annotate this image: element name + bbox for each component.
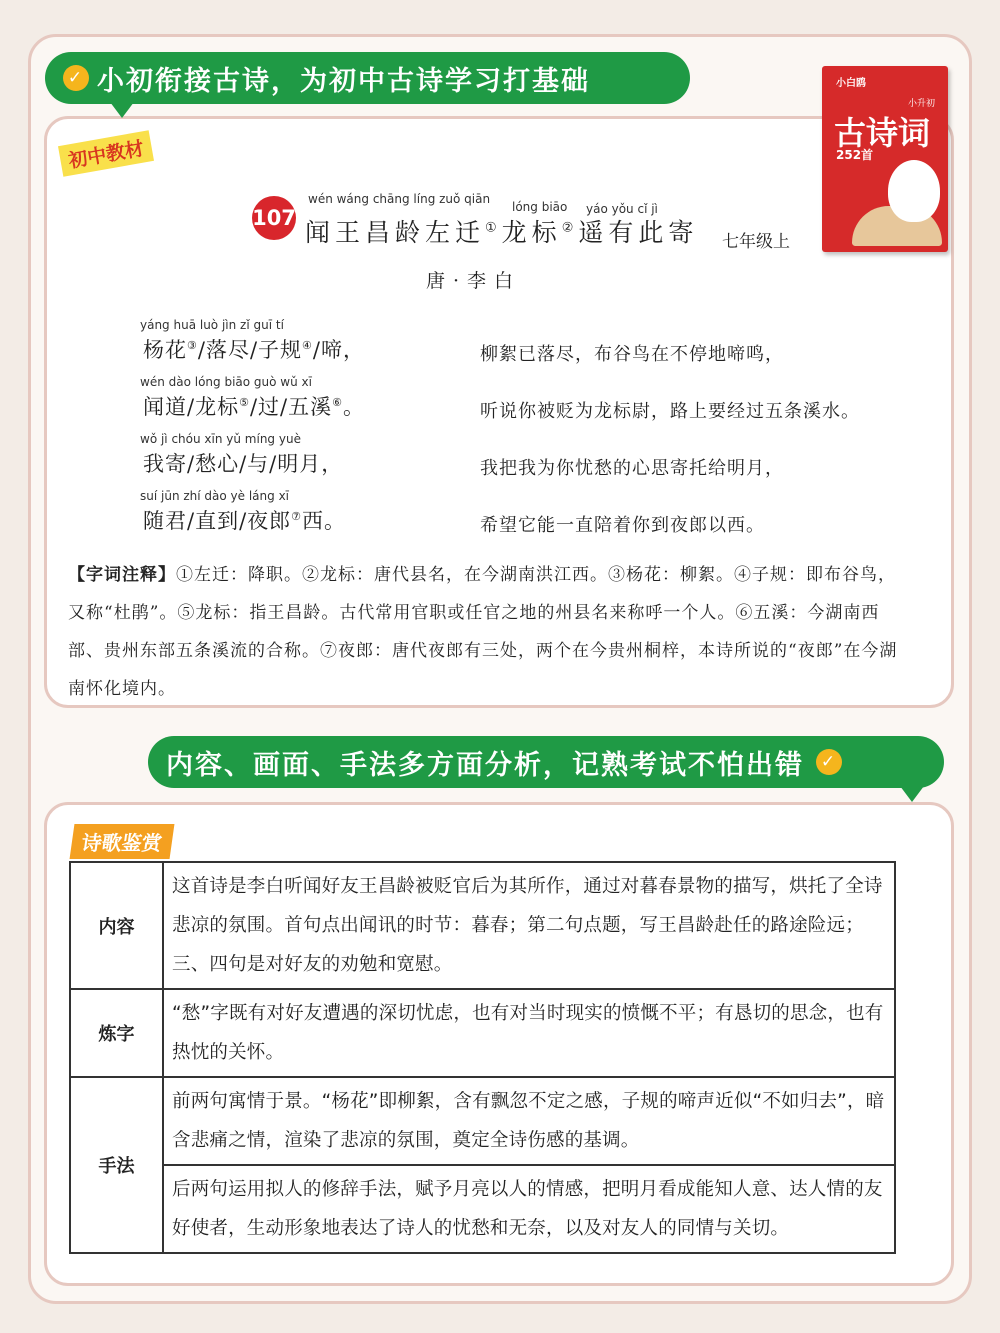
translation-line: 希望它能一直陪着你到夜郎以西。 — [480, 515, 765, 536]
top-banner-text: 小初衔接古诗，为初中古诗学习打基础 — [97, 65, 590, 97]
book-brand: 小白鸥 — [836, 78, 866, 89]
line-text: 。 — [324, 509, 347, 533]
book-count: 252首 — [836, 148, 874, 162]
table-row — [70, 862, 895, 989]
poem-line — [143, 334, 365, 364]
word-notes — [68, 556, 903, 708]
line-text: 闻道/龙标 — [143, 395, 240, 419]
note-marker: ① — [485, 220, 502, 236]
note-marker: ③ — [187, 339, 198, 352]
section-tag-textbook: 初中教材 — [58, 130, 154, 177]
line-text: 西 — [302, 509, 325, 533]
line-pinyin: suí jūn zhí dào yè láng xī — [140, 489, 290, 503]
row-text: 这首诗是李白听闻好友王昌龄被贬官后为其所作，通过对暮春景物的描写，烘托了全诗悲凉的氛围。首句点出闻讯的时节：暮春；第二句点题，写王昌龄赴任的路途险远；三、四句是对好友的劝勉和宽慰。 — [163, 862, 895, 989]
row-label: 手法 — [70, 1077, 163, 1253]
top-banner — [45, 52, 690, 104]
line-text: 。 — [342, 395, 365, 419]
note-marker: ② — [561, 220, 579, 236]
book-title: 古诗词 — [834, 114, 931, 152]
line-text: 杨花 — [143, 338, 187, 362]
line-text: /过/五溪 — [249, 395, 333, 419]
mid-banner — [148, 736, 944, 788]
table-row — [70, 1077, 895, 1165]
note-marker: ⑥ — [332, 396, 343, 409]
row-text: 前两句寓情于景。“杨花”即柳絮，含有飘忽不定之感，子规的啼声近似“不如归去”，暗含悲痛之情，渲染了悲凉的氛围，奠定全诗伤感的基调。 — [163, 1077, 895, 1165]
line-pinyin: yáng huā luò jìn zǐ guī tí — [140, 318, 284, 332]
title-part: 遥有此寄 — [578, 218, 699, 247]
grade-label: 七年级上 — [722, 232, 790, 252]
notes-text: ①左迁：降职。②龙标：唐代县名，在今湖南洪江西。③杨花：柳絮。④子规：即布谷鸟，又称“杜鹃”。⑤龙标：指王昌龄。古代常用官职或任官之地的州县名来称呼一个人。⑥五溪：今湖南西部、贵州东部五条溪流的合称。⑦夜郎：唐代夜郎有三处，两个在今贵州桐梓，本诗所说的“夜郎”在今湖南怀化境内。 — [68, 565, 898, 699]
title-part: 闻王昌龄左迁 — [305, 218, 486, 247]
line-text: 我寄/愁心/与/明月， — [143, 452, 344, 476]
banner-tail — [110, 102, 134, 118]
section-tag-appreciation: 诗歌鉴赏 — [70, 824, 175, 859]
poem-title — [305, 213, 698, 249]
line-text: 随君/直到/夜郎 — [143, 509, 292, 533]
note-marker: ⑦ — [291, 510, 303, 523]
banner-tail — [900, 786, 924, 802]
title-pinyin: lóng biāo — [512, 200, 568, 214]
line-text: /啼， — [312, 338, 365, 362]
line-pinyin: wǒ jì chóu xīn yǔ míng yuè — [140, 432, 301, 446]
poem-line — [143, 505, 346, 535]
line-pinyin: wén dào lóng biāo guò wǔ xī — [140, 375, 312, 389]
translation-line: 我把我为你忧愁的心思寄托给明月， — [480, 458, 784, 479]
row-label: 内容 — [70, 862, 163, 989]
appreciation-table — [69, 861, 896, 1254]
table-row — [70, 1165, 895, 1253]
book-cover — [822, 66, 948, 252]
poem-number: 107 — [252, 196, 296, 240]
line-text: /落尽/子规 — [197, 338, 303, 362]
translation-line: 听说你被贬为龙标尉，路上要经过五条溪水。 — [480, 401, 860, 422]
note-marker: ④ — [302, 339, 313, 352]
row-text: 后两句运用拟人的修辞手法，赋予月亮以人的情感，把明月看成能知人意、达人情的友好使者，生动形象地表达了诗人的忧愁和无奈，以及对友人的同情与关切。 — [163, 1165, 895, 1253]
mid-banner-text: 内容、画面、手法多方面分析，记熟考试不怕出错 — [166, 749, 804, 781]
bird-illustration — [888, 160, 940, 222]
book-subtitle: 小升初 — [908, 99, 936, 109]
row-label: 炼字 — [70, 989, 163, 1077]
title-pinyin: wén wáng chāng líng zuǒ qiān — [308, 192, 491, 206]
check-icon: ✓ — [63, 65, 89, 91]
poem-line — [143, 391, 365, 421]
title-part: 龙标 — [501, 218, 562, 247]
row-text: “愁”字既有对好友遭遇的深切忧虑，也有对当时现实的愤慨不平；有恳切的思念，也有热忱的关怀。 — [163, 989, 895, 1077]
table-row — [70, 989, 895, 1077]
check-icon: ✓ — [816, 749, 842, 775]
poem-line — [143, 448, 343, 478]
notes-label: 【字词注释】 — [68, 565, 176, 585]
note-marker: ⑤ — [239, 396, 250, 409]
translation-line: 柳絮已落尽，布谷鸟在不停地啼鸣， — [480, 344, 784, 365]
poem-author: 唐·李白 — [426, 270, 522, 292]
title-pinyin: yáo yǒu cǐ jì — [586, 202, 658, 216]
